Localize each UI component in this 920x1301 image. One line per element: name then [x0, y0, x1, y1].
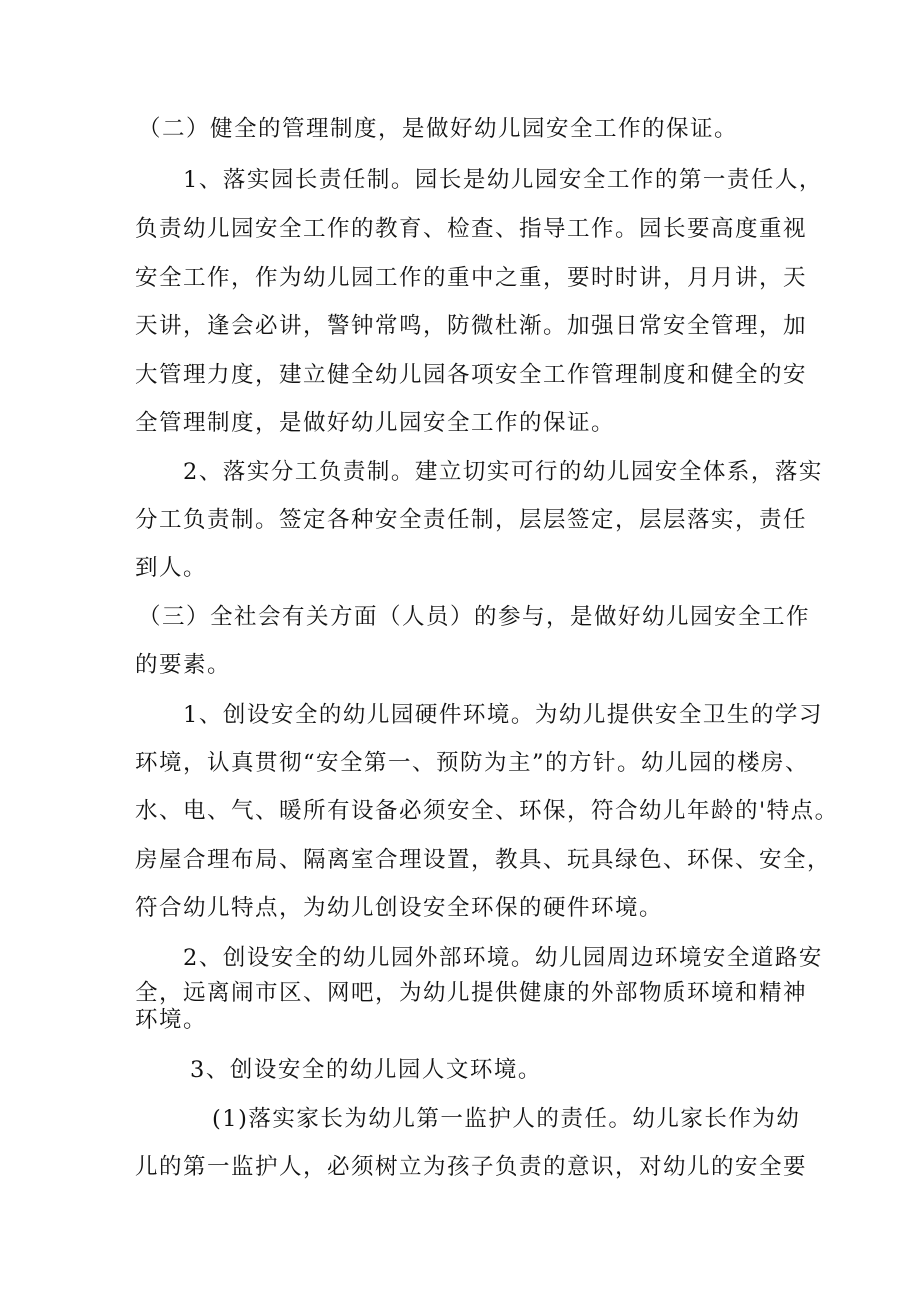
paragraph-1-line-4: 天讲，逢会必讲，警钟常鸣，防微杜渐。加强日常安全管理，加	[135, 313, 808, 339]
section-heading-2: （二）健全的管理制度，是做好幼儿园安全工作的保证。	[138, 116, 739, 142]
paragraph-1-line-2: 负责幼儿园安全工作的教育、检查、指导工作。园长要高度重视	[135, 216, 808, 242]
section-heading-3-line-2: 的要素。	[135, 652, 232, 678]
paragraph-3-line-5: 符合幼儿特点，为幼儿创设安全环保的硬件环境。	[135, 895, 664, 921]
paragraph-1-line-1: 1、落实园长责任制。园长是幼儿园安全工作的第一责任人，	[183, 167, 823, 193]
section-heading-3-line-1: （三）全社会有关方面（人员）的参与，是做好幼儿园安全工作	[138, 604, 811, 630]
paragraph-3-line-2: 环境，认真贯彻“安全第一、预防为主”的方针。幼儿园的楼房、	[135, 750, 810, 776]
paragraph-3-line-3: 水、电、气、暖所有设备必须安全、环保，符合幼儿年龄的'特点。	[135, 798, 839, 824]
paragraph-3-line-4: 房屋合理布局、隔离室合理设置，教具、玩具绿色、环保、安全，	[135, 847, 832, 873]
paragraph-6-line-2: 儿的第一监护人，必须树立为孩子负责的意识，对幼儿的安全要	[135, 1154, 808, 1180]
paragraph-6-line-1: (1)落实家长为幼儿第一监护人的责任。幼儿家长作为幼	[212, 1106, 801, 1132]
paragraph-4-line-3: 环境。	[135, 1007, 208, 1033]
paragraph-1-line-3: 安全工作，作为幼儿园工作的重中之重，要时时讲，月月讲，天	[135, 265, 808, 291]
paragraph-2-line-1: 2、落实分工负责制。建立切实可行的幼儿园安全体系，落实	[183, 459, 823, 485]
paragraph-2-line-2: 分工负责制。签定各种安全责任制，层层签定，层层落实，责任	[135, 507, 808, 533]
paragraph-5-line-1: 3、创设安全的幼儿园人文环境。	[190, 1057, 542, 1083]
paragraph-4-line-1: 2、创设安全的幼儿园外部环境。幼儿园周边环境安全道路安	[183, 945, 823, 971]
paragraph-3-line-1: 1、创设安全的幼儿园硬件环境。为幼儿提供安全卫生的学习	[183, 702, 823, 728]
paragraph-1-line-6: 全管理制度，是做好幼儿园安全工作的保证。	[135, 410, 616, 436]
paragraph-4-line-2: 全，远离闹市区、网吧，为幼儿提供健康的外部物质环境和精神	[135, 980, 808, 1006]
paragraph-2-line-3: 到人。	[135, 555, 208, 581]
paragraph-1-line-5: 大管理力度，建立健全幼儿园各项安全工作管理制度和健全的安	[135, 362, 808, 388]
